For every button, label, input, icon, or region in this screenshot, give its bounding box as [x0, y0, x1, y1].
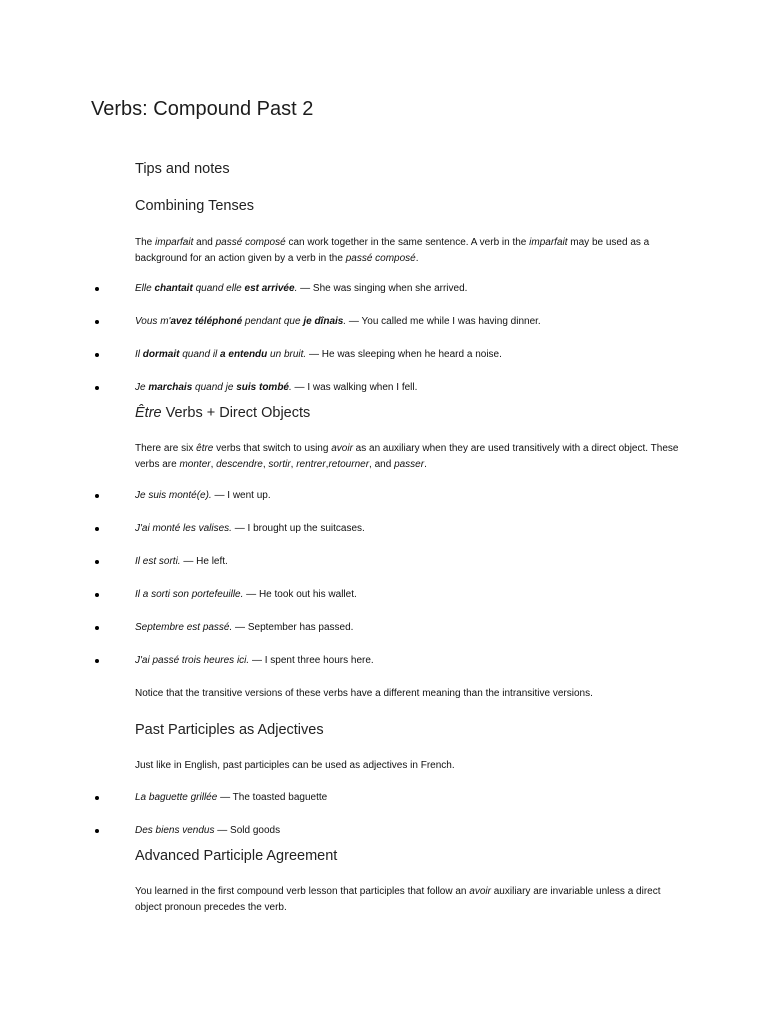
bullet-icon	[95, 320, 99, 324]
bullet-icon	[95, 829, 99, 833]
list-item	[95, 314, 695, 330]
example-sentence: Il dormait quand il a entendu un bruit. — He was sleeping when he heard a noise.	[135, 349, 502, 360]
section-heading-past-participles: Past Participles as Adjectives	[135, 722, 324, 738]
bullet-icon	[95, 626, 99, 630]
list-item	[95, 554, 695, 570]
tips-heading: Tips and notes	[135, 161, 230, 177]
list-item	[95, 281, 695, 297]
bullet-icon	[95, 494, 99, 498]
past-participles-intro: Just like in English, past participles can be used as adjectives in French.	[135, 760, 455, 771]
bullet-icon	[95, 560, 99, 564]
list-item	[95, 587, 695, 603]
page-title: Verbs: Compound Past 2	[91, 98, 314, 120]
example-sentence: Je suis monté(e). — I went up.	[135, 490, 271, 501]
example-sentence: Vous m'avez téléphoné pendant que je dînais. — You called me while I was having dinner.	[135, 316, 541, 327]
example-sentence: Il est sorti. — He left.	[135, 556, 228, 567]
example-sentence: Elle chantait quand elle est arrivée. — She was singing when she arrived.	[135, 283, 468, 294]
list-item	[95, 347, 695, 363]
list-item	[95, 620, 695, 636]
example-sentence: Je marchais quand je suis tombé. — I was walking when I fell.	[135, 382, 418, 393]
bullet-icon	[95, 353, 99, 357]
advanced-agreement-intro: You learned in the first compound verb lesson that participles that follow an avoir auxiliary are invariable unless a direct object pronoun precedes the verb.	[135, 886, 661, 913]
bullet-icon	[95, 386, 99, 390]
bullet-icon	[95, 287, 99, 291]
etre-verbs-note: Notice that the transitive versions of these verbs have a different meaning than the intransitive versions.	[135, 688, 593, 699]
section-heading-advanced-agreement: Advanced Participle Agreement	[135, 848, 338, 864]
example-sentence: Des biens vendus — Sold goods	[135, 825, 281, 836]
bullet-icon	[95, 593, 99, 597]
example-sentence: J'ai monté les valises. — I brought up the suitcases.	[135, 523, 365, 534]
section-heading-etre-verbs: Être Verbs + Direct Objects	[135, 405, 311, 421]
bullet-icon	[95, 527, 99, 531]
combining-tenses-intro: The imparfait and passé composé can work together in the same sentence. A verb in the imparfait may be used as a background for an action given by a verb in the passé composé.	[135, 237, 650, 264]
bullet-icon	[95, 796, 99, 800]
example-sentence: Septembre est passé. — September has passed.	[135, 622, 354, 633]
bullet-icon	[95, 659, 99, 663]
section-heading-combining-tenses: Combining Tenses	[135, 198, 255, 214]
example-sentence: J'ai passé trois heures ici. — I spent three hours here.	[135, 655, 374, 666]
etre-verbs-intro: There are six être verbs that switch to using avoir as an auxiliary when they are used transitively with a direct object. These verbs are monter, descendre, sortir, rentrer,retourner, and passer.	[135, 443, 679, 470]
list-item	[95, 488, 695, 504]
example-sentence: La baguette grillée — The toasted baguette	[135, 792, 328, 803]
list-item	[95, 823, 695, 839]
example-sentence: Il a sorti son portefeuille. — He took out his wallet.	[135, 589, 357, 600]
list-item	[95, 521, 695, 537]
list-item	[95, 790, 695, 806]
list-item	[95, 653, 695, 669]
list-item	[95, 380, 695, 396]
